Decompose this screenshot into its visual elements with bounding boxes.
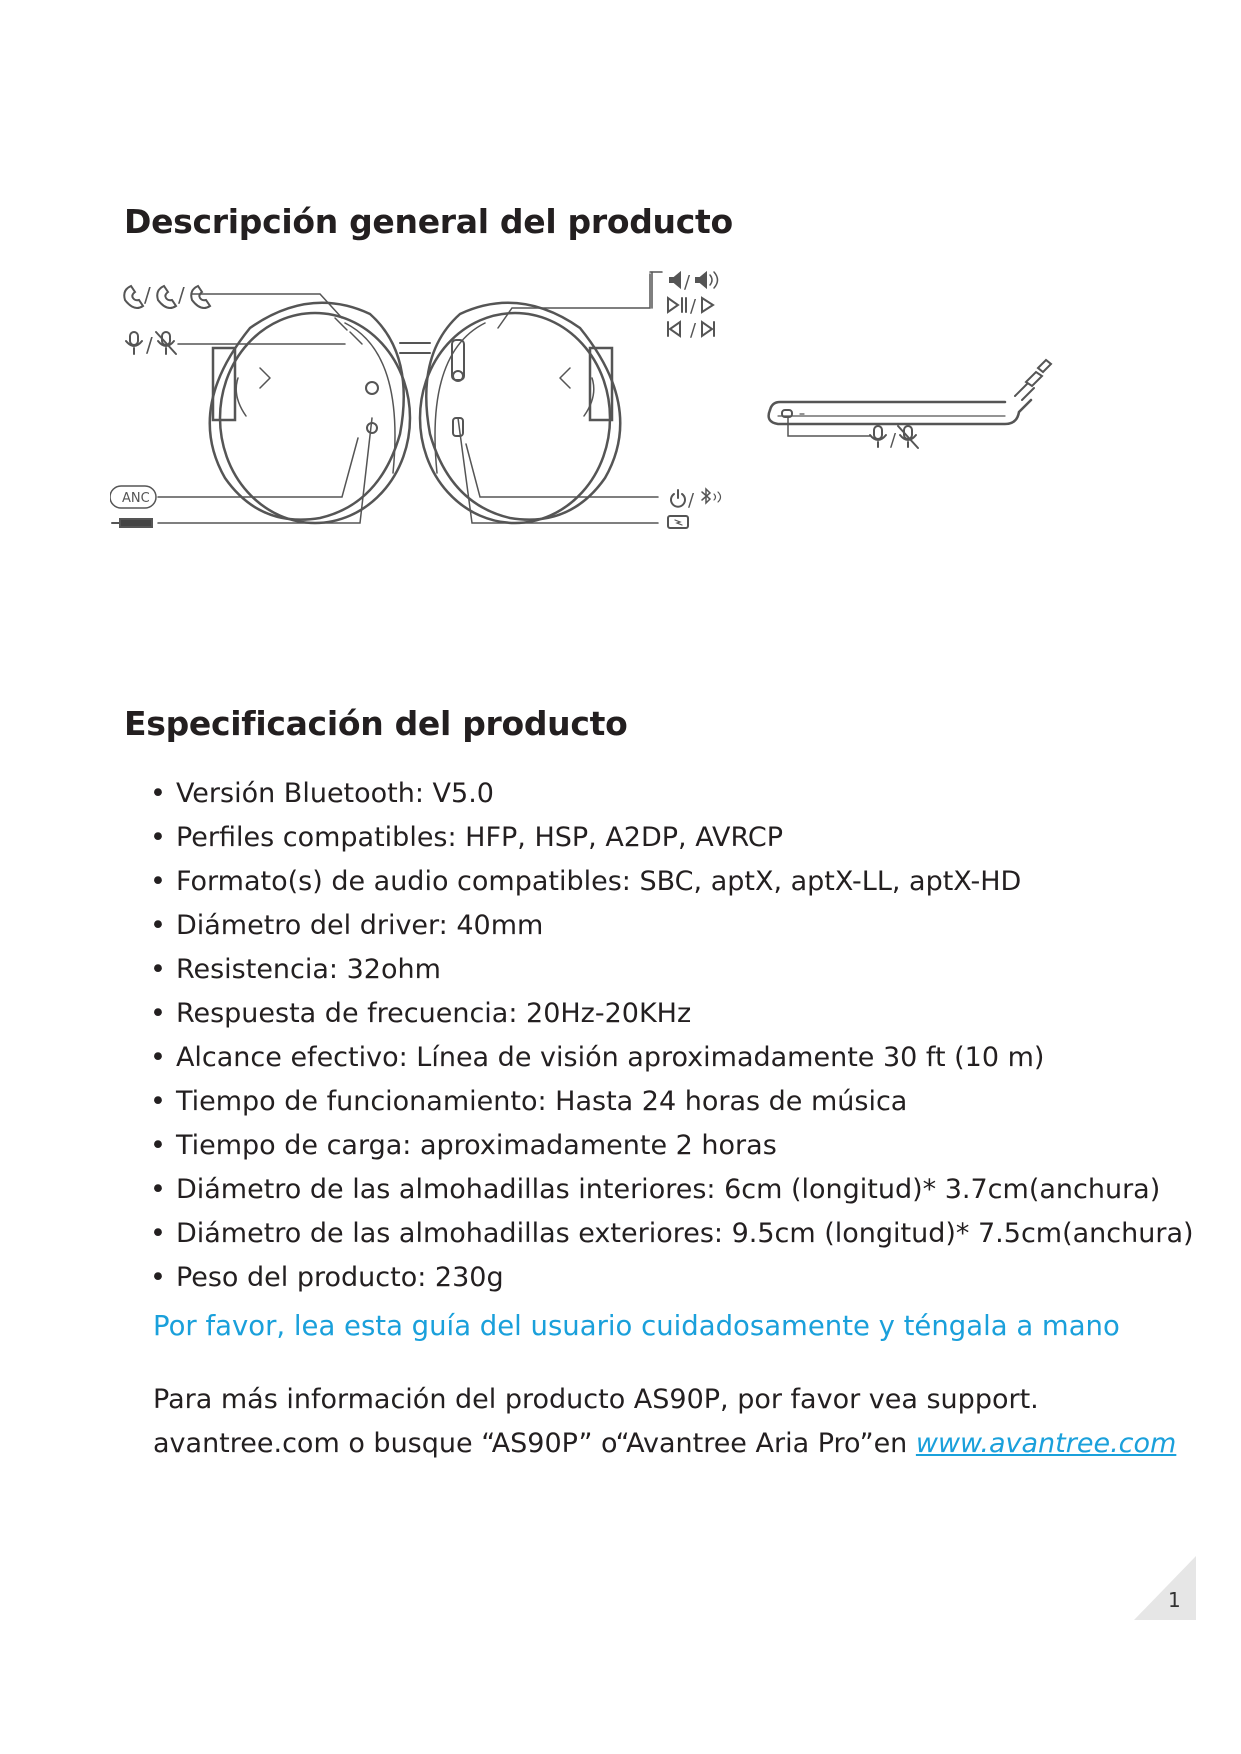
boom-microphone-drawing bbox=[769, 360, 1051, 436]
anc-label: ANC bbox=[122, 491, 150, 506]
more-info-paragraph bbox=[153, 1378, 1176, 1466]
volume-icon bbox=[670, 272, 718, 293]
spec-item: • Respuesta de frecuencia: 20Hz-20KHz bbox=[150, 992, 1194, 1036]
avantree-website-link[interactable]: www.avantree.com bbox=[915, 1428, 1177, 1459]
section-title-overview: Descripción general del producto bbox=[124, 202, 733, 241]
product-overview-diagram bbox=[110, 268, 1180, 608]
svg-text:/: / bbox=[178, 283, 185, 307]
play-pause-icon bbox=[668, 296, 713, 317]
spec-item: • Diámetro de las almohadillas interiores: 6cm (longitud)* 3.7cm(anchura) bbox=[150, 1168, 1194, 1212]
section-title-specification: Especificación del producto bbox=[124, 704, 628, 743]
more-info-line-1: Para más información del producto AS90P, por favor vea support. bbox=[153, 1384, 1039, 1415]
spec-item: • Tiempo de carga: aproximadamente 2 horas bbox=[150, 1124, 1194, 1168]
call-controls-icon bbox=[124, 283, 210, 308]
more-info-line-2 bbox=[153, 1422, 1176, 1466]
specification-list bbox=[150, 772, 1194, 1300]
spec-item: • Perfiles compatibles: HFP, HSP, A2DP, AVRCP bbox=[150, 816, 1194, 860]
spec-item: • Versión Bluetooth: V5.0 bbox=[150, 772, 1194, 816]
boom-microphone-mute-icon bbox=[870, 426, 918, 451]
svg-text:/: / bbox=[890, 430, 897, 451]
audio-jack-icon bbox=[112, 519, 152, 527]
spec-item: • Diámetro de las almohadillas exteriores: 9.5cm (longitud)* 7.5cm(anchura) bbox=[150, 1212, 1194, 1256]
spec-item: • Diámetro del driver: 40mm bbox=[150, 904, 1194, 948]
charging-port-icon bbox=[668, 516, 688, 528]
svg-text:/: / bbox=[690, 320, 697, 341]
svg-text:/: / bbox=[684, 272, 691, 293]
spec-item: • Peso del producto: 230g bbox=[150, 1256, 1194, 1300]
page-number: 1 bbox=[1168, 1588, 1181, 1612]
track-skip-icon bbox=[668, 320, 714, 341]
svg-text:/: / bbox=[690, 296, 697, 317]
user-guide-note: Por favor, lea esta guía del usuario cuidadosamente y téngala a mano bbox=[153, 1310, 1120, 1342]
spec-item: • Formato(s) de audio compatibles: SBC, aptX, aptX-LL, aptX-HD bbox=[150, 860, 1194, 904]
more-info-text: avantree.com o busque “AS90P” o“Avantree Aria Pro”en bbox=[153, 1428, 916, 1459]
page-corner-decoration bbox=[1134, 1556, 1196, 1620]
spec-item: • Resistencia: 32ohm bbox=[150, 948, 1194, 992]
spec-item: • Tiempo de funcionamiento: Hasta 24 horas de música bbox=[150, 1080, 1194, 1124]
microphone-mute-icon bbox=[126, 332, 176, 357]
svg-text:/: / bbox=[688, 490, 695, 511]
spec-item: • Alcance efectivo: Línea de visión aproximadamente 30 ft (10 m) bbox=[150, 1036, 1194, 1080]
power-bluetooth-icon bbox=[671, 489, 721, 511]
svg-text:/: / bbox=[146, 333, 153, 357]
svg-text:/: / bbox=[144, 283, 151, 307]
